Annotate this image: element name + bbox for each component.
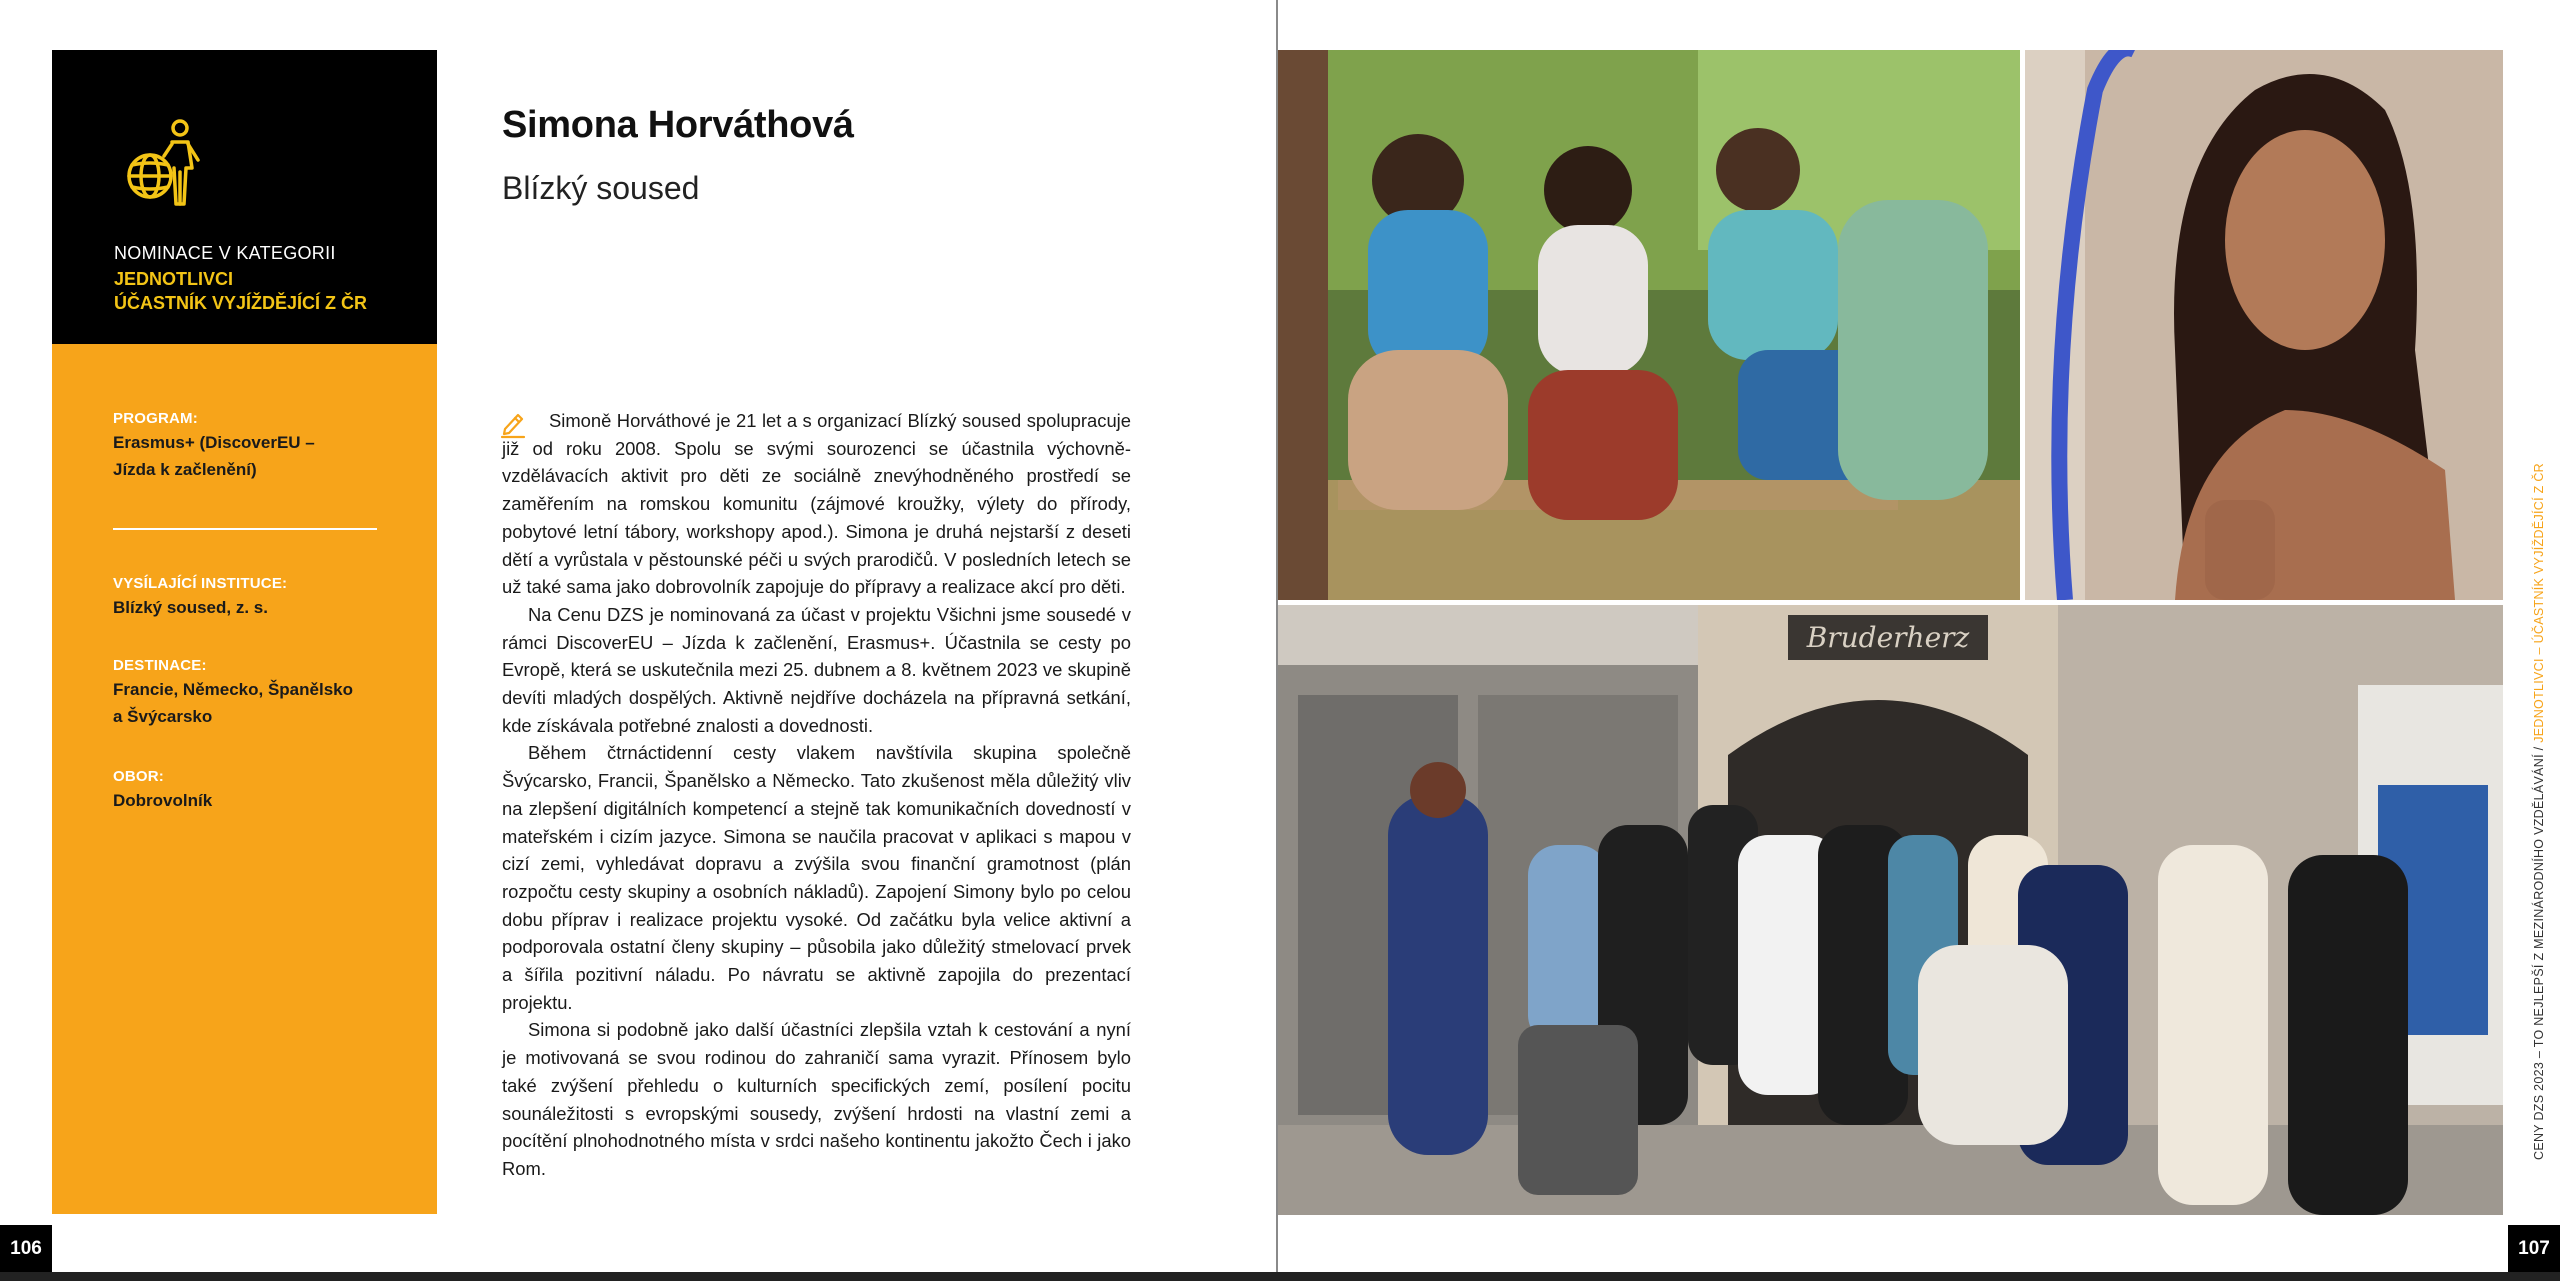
running-footer-prefix: CENY DZS 2023 – TO NEJLEPŠÍ Z MEZINÁRODNÍHO VZDĚLÁVÁNÍ / — [2532, 742, 2546, 1160]
fact-label: DESTINACE: — [113, 657, 207, 674]
article-paragraph: Simoně Horváthové je 21 let a s organizací Blízký soused spolupracuje již od roku 2008. Spolu se svými sourozenci se účastnila výchovně-vzdělávacích aktivit pro děti ze sociálně znevýhodněného prostředí se zaměřením na romskou komunitu (zájmové kroužky, výlety do přírody, pobytové letní tábory, workshopy apod.). Simona je druhá nejstarší z deseti dětí a vyrůstala v pěstounské péči u svých prarodičů. V posledních letech se už také sama jako dobrovolník zapojuje do přípravy a realizace akcí pro děti. — [502, 410, 1131, 598]
fact-destination — [113, 657, 353, 730]
photo-campers-clapping — [1278, 50, 2020, 600]
fact-institution — [113, 575, 287, 621]
nomination-category — [114, 267, 367, 315]
page-number-right: 107 — [2508, 1225, 2560, 1272]
fact-value: Dobrovolník — [113, 791, 213, 810]
fact-label: PROGRAM: — [113, 410, 198, 427]
article-body — [502, 407, 1131, 1183]
nomination-label: NOMINACE V KATEGORII — [114, 243, 336, 263]
bar-sign-text: Bruderherz — [1806, 621, 1970, 654]
bottom-edge — [0, 1272, 2560, 1281]
fact-label: OBOR: — [113, 768, 164, 785]
article-paragraph: Na Cenu DZS je nominovaná za účast v projektu Všichni jsme sousedé v rámci DiscoverEU – Jízda k začlenění, Erasmus+. Účastnila se cesty po Evropě, která se uskutečnila mezi 25. dubnem a 8. květnem 2023 ve skupině devíti mladých dospělých. Aktivně nejdříve docházela na přípravná setkání, kde získávala potřebné znalosti a dovednosti. — [502, 603, 1131, 736]
article-paragraph: Simona si podobně jako další účastníci zlepšila vztah k cestování a nyní je motivovaná se svou rodinou do zahraničí sama vyrazit. Přínosem bylo také zvýšení přehledu o kulturních specifických zemí, posílení pocitu sounáležitosti s evropskými sousedy, zvýšení hrdosti na vlastní zemi a pocítění plnohodnotného místa v srdci našeho kontinentu jakožto Čech i jako Rom. — [502, 1019, 1131, 1179]
category-line-2: ÚČASTNÍK VYJÍŽDĚJÍCÍ Z ČR — [114, 293, 368, 313]
article-paragraph: Během čtrnáctidenní cesty vlakem navštívila skupina společně Švýcarsko, Francii, Španělsko a Německo. Tato zkušenost měla důležitý vliv na zlepšení digitálních kompetencí a stejně tak komunikačních dovedností v mateřském i cizím jazyce. Simona se naučila pracovat v aplikaci s mapou v cizí zemi, vyhledávat dopravu a zvýšila svou finanční gramotnost (plán rozpočtu cesty skupiny a osobních nákladů). Zapojení Simony bylo po celou dobu příprav i realizace projektu vysoké. Od začátku byla velice aktivní a podporovala ostatní členy skupiny – působila jako důležitý stmelovací prvek a šířila pozitivní náladu. Po návratu se aktivně zapojila do prezentací projektu. — [502, 742, 1131, 1013]
divider — [113, 528, 377, 530]
fact-label: VYSÍLAJÍCÍ INSTITUCE: — [113, 575, 288, 592]
category-panel — [52, 50, 437, 344]
person-globe-icon — [112, 112, 222, 212]
fact-value: Francie, Německo, Španělsko a Švýcarsko — [113, 680, 353, 726]
fact-value: Blízký soused, z. s. — [113, 598, 268, 617]
category-line-1: JEDNOTLIVCI — [114, 269, 234, 289]
running-footer — [2532, 463, 2546, 1160]
fact-field — [113, 768, 212, 814]
facts-panel — [52, 344, 437, 1214]
page-number-left: 106 — [0, 1225, 52, 1272]
article-title: Simona Horváthová — [502, 104, 854, 146]
fact-program — [113, 410, 315, 483]
running-footer-category: JEDNOTLIVCI – ÚČASTNÍK VYJÍŽDĚJÍCÍ Z ČR — [2532, 462, 2546, 743]
article-subtitle: Blízký soused — [502, 170, 700, 206]
fact-value: Erasmus+ (DiscoverEU – Jízda k začlenění) — [113, 433, 315, 479]
photo-simona-portrait — [2025, 50, 2503, 600]
photo-group-street — [1278, 605, 2503, 1215]
